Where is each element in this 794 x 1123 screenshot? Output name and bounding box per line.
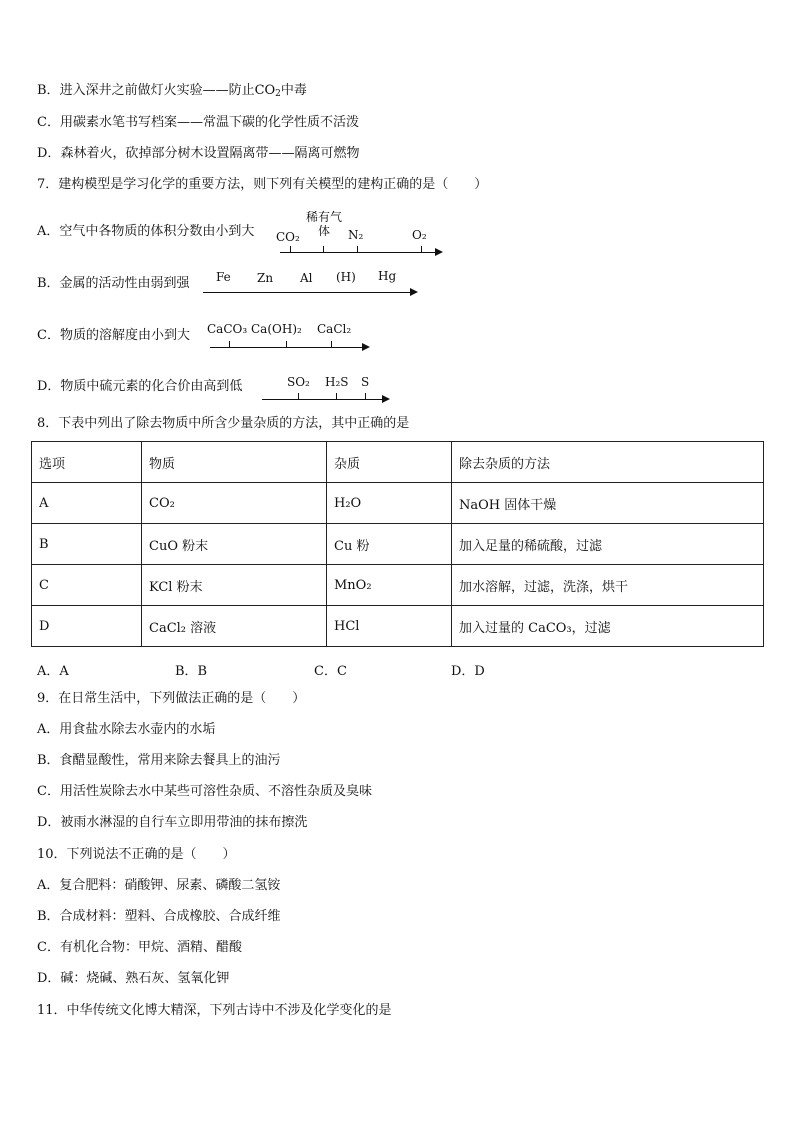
axis-line — [203, 292, 410, 293]
axis-arrow — [410, 288, 418, 296]
option-letter: D． — [37, 146, 61, 161]
axis-label: (H) — [336, 270, 356, 284]
axis-tick — [357, 246, 358, 252]
table-cell: A — [32, 483, 142, 524]
table-cell: CO₂ — [142, 483, 327, 524]
option-letter: C． — [37, 115, 60, 130]
axis-label: SO₂ — [287, 375, 310, 389]
axis-line — [280, 252, 435, 253]
table-cell: 加入足量的稀硫酸，过滤 — [452, 524, 764, 565]
table-cell: B — [32, 524, 142, 565]
subscript: 2 — [275, 89, 281, 99]
axis-label: CaCO₃ — [207, 322, 248, 336]
choice-c: C．C — [314, 664, 347, 679]
axis-label: CaCl₂ — [317, 322, 352, 336]
axis-tick — [298, 393, 299, 399]
q6-option-b — [37, 83, 307, 99]
q7-option-c-text: C．物质的溶解度由小到大 — [37, 328, 190, 343]
choice-b: B．B — [175, 664, 208, 679]
axis-tick — [365, 393, 366, 399]
axis-label: Fe — [216, 270, 231, 284]
axis-line — [262, 399, 382, 400]
option-text: 用碳素水笔书写档案——常温下碳的化学性质不活泼 — [59, 115, 359, 130]
table-cell: D — [32, 606, 142, 647]
q6-option-d — [37, 146, 359, 162]
table-header-cell: 除去杂质的方法 — [452, 442, 764, 483]
option-letter: B． — [37, 83, 60, 98]
axis-tick — [229, 341, 230, 347]
q9-option-c: C．用活性炭除去水中某些可溶性杂质、不溶性杂质及臭味 — [37, 784, 372, 799]
q10-option-b: B．合成材料：塑料、合成橡胶、合成纤维 — [37, 909, 281, 924]
q10-option-d: D．碱：烧碱、熟石灰、氢氧化钾 — [37, 971, 230, 986]
choice-a: A．A — [37, 664, 69, 679]
axis-tick — [286, 341, 287, 347]
axis-label: O₂ — [412, 228, 427, 242]
q9-stem: 9．在日常生活中，下列做法正确的是（ ） — [37, 691, 306, 706]
q11-stem: 11．中华传统文化博大精深，下列古诗中不涉及化学变化的是 — [37, 1003, 392, 1018]
axis-label: N₂ — [348, 228, 364, 242]
table-header-cell: 选项 — [32, 442, 142, 483]
q8-stem: 8．下表中列出了除去物质中所含少量杂质的方法，其中正确的是 — [37, 416, 410, 431]
axis-tick — [290, 246, 291, 252]
table-cell: MnO₂ — [327, 565, 452, 606]
table-cell: CuO 粉末 — [142, 524, 327, 565]
q8-table — [31, 441, 764, 647]
q9-option-d: D．被雨水淋湿的自行车立即用带油的抹布擦洗 — [37, 815, 308, 830]
q7-option-d-text: D．物质中硫元素的化合价由高到低 — [37, 379, 243, 394]
axis-label: Zn — [257, 271, 274, 285]
table-header-cell: 杂质 — [327, 442, 452, 483]
table-row — [32, 606, 764, 647]
axis-label: H₂S — [325, 375, 349, 389]
axis-arrow — [362, 343, 370, 351]
axis-line — [210, 347, 362, 348]
choice-d: D．D — [451, 664, 485, 679]
q10-option-a: A．复合肥料：硝酸钾、尿素、磷酸二氢铵 — [37, 878, 281, 893]
option-text: 森林着火，砍掉部分树木设置隔离带——隔离可燃物 — [60, 146, 360, 161]
axis-arrow — [435, 248, 443, 256]
q10-stem: 10．下列说法不正确的是（ ） — [37, 847, 236, 862]
table-cell: H₂O — [327, 483, 452, 524]
table-header-cell: 物质 — [142, 442, 327, 483]
q9-option-b: B．食醋显酸性，常用来除去餐具上的油污 — [37, 753, 281, 768]
axis-tick — [323, 246, 324, 252]
axis-arrow — [382, 395, 390, 403]
q7-stem: 7．建构模型是学习化学的重要方法，则下列有关模型的建构正确的是（ ） — [37, 177, 488, 192]
table-header-row — [32, 442, 764, 483]
axis-tick — [421, 246, 422, 252]
table-cell: 加入过量的 CaCO₃，过滤 — [452, 606, 764, 647]
q6-option-c — [37, 115, 359, 131]
table-row — [32, 565, 764, 606]
q9-option-a: A．用食盐水除去水壶内的水垢 — [37, 722, 216, 737]
table-cell: C — [32, 565, 142, 606]
table-cell: NaOH 固体干燥 — [452, 483, 764, 524]
axis-label: Ca(OH)₂ — [251, 322, 302, 336]
option-text: 进入深井之前做灯火实验——防止CO — [59, 83, 276, 98]
axis-label: S — [361, 375, 370, 389]
q7-option-b-text: B．金属的活动性由弱到强 — [37, 276, 190, 291]
axis-label: CO₂ — [276, 230, 300, 244]
table-row — [32, 483, 764, 524]
q7-option-a-text: A．空气中各物质的体积分数由小到大 — [37, 224, 255, 239]
table-cell: KCl 粉末 — [142, 565, 327, 606]
table-cell: Cu 粉 — [327, 524, 452, 565]
table-cell: CaCl₂ 溶液 — [142, 606, 327, 647]
q10-option-c: C．有机化合物：甲烷、酒精、醋酸 — [37, 940, 242, 955]
axis-tick — [331, 341, 332, 347]
table-cell: HCl — [327, 606, 452, 647]
axis-tick — [336, 393, 337, 399]
axis-label: Al — [300, 271, 313, 285]
axis-label: 稀有气体 — [305, 210, 342, 238]
option-text-tail: 中毒 — [280, 83, 307, 98]
table-row — [32, 524, 764, 565]
table-cell: 加水溶解，过滤，洗涤，烘干 — [452, 565, 764, 606]
axis-label: Hg — [378, 269, 397, 283]
